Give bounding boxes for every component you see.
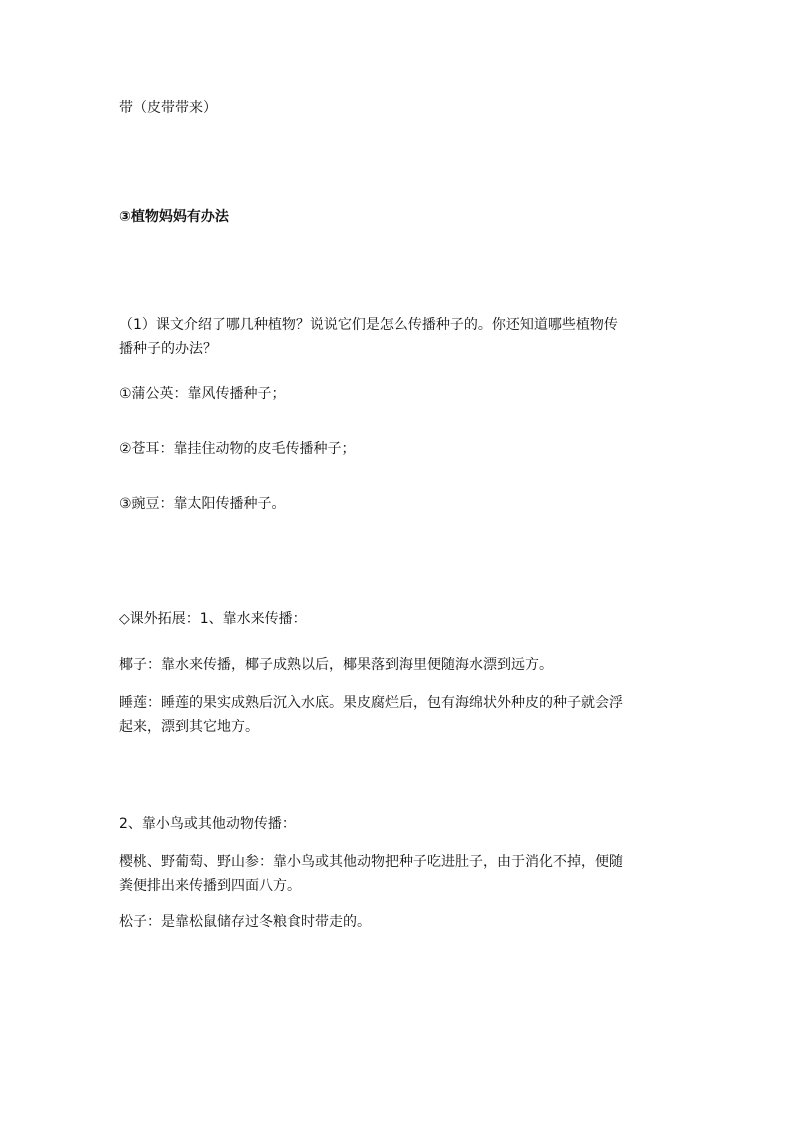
section-heading: ③植物妈妈有办法 <box>119 209 229 225</box>
text-line: 樱桃、野葡萄、野山参：靠小鸟或其他动物把种子吃进肚子，由于消化不掉，便随 <box>119 854 623 870</box>
extension-heading: ◇课外拓展：1、靠水来传播： <box>119 611 307 627</box>
answer-line: ②苍耳：靠挂住动物的皮毛传播种子； <box>119 441 356 457</box>
text-line: 睡莲：睡莲的果实成熟后沉入水底。果皮腐烂后，包有海绵状外种皮的种子就会浮 <box>119 695 623 711</box>
question-line: （1）课文介绍了哪几种植物？说说它们是怎么传播种子的。你还知道哪些植物传 <box>119 317 618 333</box>
text-line: 松子：是靠松鼠储存过冬粮食时带走的。 <box>119 914 371 930</box>
question-line: 播种子的办法？ <box>119 341 217 357</box>
subsection-heading: 2、靠小鸟或其他动物传播： <box>119 816 296 832</box>
answer-line: ①蒲公英：靠风传播种子； <box>119 386 286 402</box>
text-line: 起来，漂到其它地方。 <box>119 719 259 735</box>
answer-line: ③豌豆：靠太阳传播种子。 <box>119 496 286 512</box>
text-line: 椰子：靠水来传播，椰子成熟以后，椰果落到海里便随海水漂到远方。 <box>119 657 553 673</box>
text-line: 带（皮带带来） <box>119 100 217 116</box>
text-line: 粪便排出来传播到四面八方。 <box>119 878 301 894</box>
